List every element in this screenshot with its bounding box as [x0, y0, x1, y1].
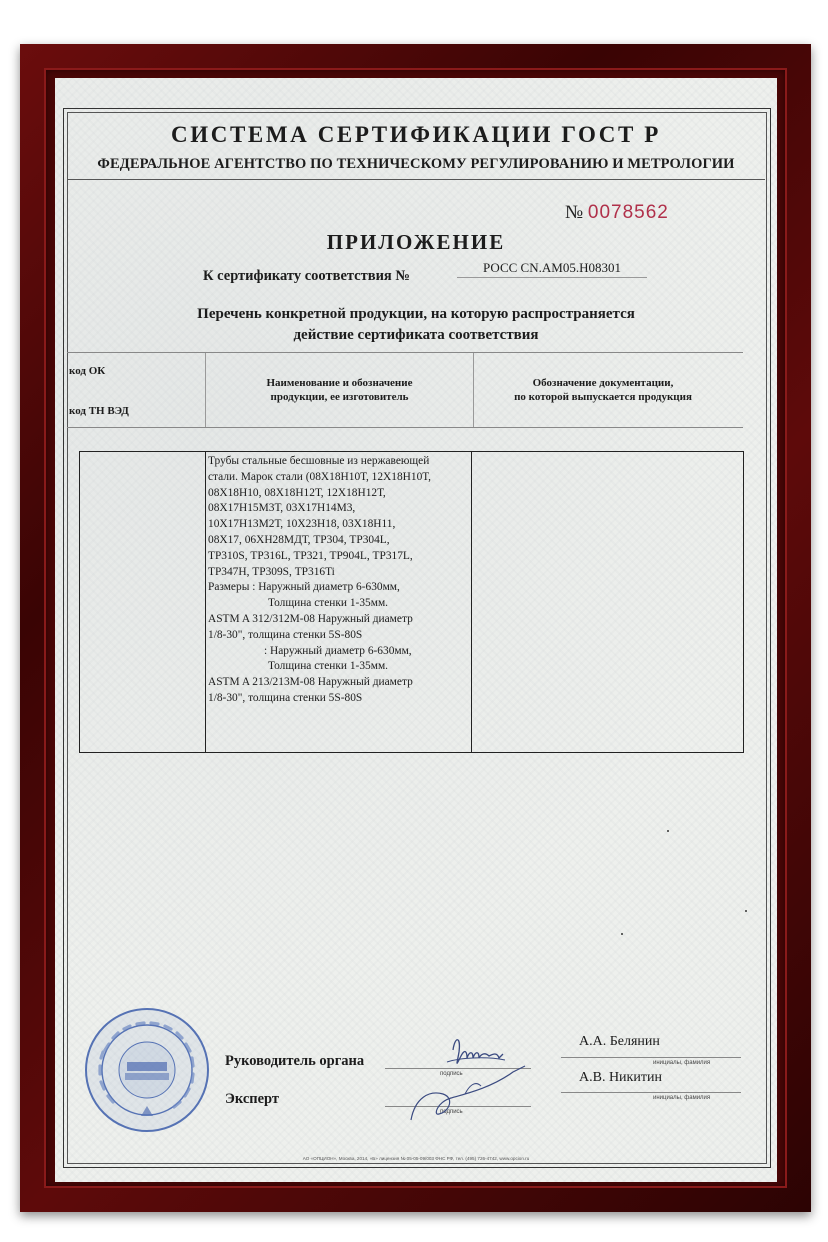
- product-line: ТР310S, ТР316L, ТР321, ТР904L, ТР317L,: [208, 549, 413, 562]
- code-tn-label: код ТН ВЭД: [69, 405, 129, 417]
- documentation-header: [474, 353, 732, 427]
- name-header-line-2: продукции, ее изготовитель: [270, 391, 409, 403]
- product-name-header: [206, 353, 474, 427]
- number-sign: №: [565, 202, 584, 223]
- product-line: 08Х17Н15М3Т, 03Х17Н14М3,: [208, 502, 356, 515]
- product-line: 08Х18Н10, 08Х18Н12Т, 12Х18Н12Т,: [208, 486, 386, 499]
- certificate-number: РОСС CN.АМ05.Н08301: [457, 260, 647, 278]
- head-name-line: [561, 1057, 741, 1058]
- product-line: 08Х17, 06ХН28МДТ, ТР304, ТР304L,: [208, 533, 390, 546]
- head-signature-caption: подпись: [440, 1071, 463, 1077]
- head-name: А.А. Белянин: [579, 1034, 660, 1049]
- product-table: [79, 451, 744, 753]
- intro-line-1: Перечень конкретной продукции, на которую распространяется: [197, 306, 635, 322]
- name-header-line-1: Наименование и обозначение: [266, 377, 413, 389]
- paper-speck: [745, 910, 747, 912]
- certificate-sheet: [55, 78, 777, 1182]
- product-line: Трубы стальные бесшовные из нержавеющей: [208, 455, 430, 467]
- product-line: ASTM A 213/213M-08 Наружный диаметр: [208, 676, 413, 689]
- table-header: [67, 352, 743, 428]
- printer-footer: АО «ОПЦИОН», Москва, 2014, «Б» лицензия № 05-05-09/003 ФНС РФ, тел. (495) 726-4742, www.opcion.ru: [302, 1156, 530, 1161]
- product-line: Толщина стенки 1-35мм.: [268, 660, 389, 673]
- certification-stamp: [83, 1006, 211, 1134]
- header-divider: [67, 179, 765, 180]
- head-of-body-label: Руководитель органа: [225, 1053, 365, 1069]
- doc-header-line-2: по которой выпускается продукция: [514, 391, 692, 403]
- code-header-cell: [67, 353, 206, 427]
- code-column: [80, 452, 206, 752]
- product-line: Размеры : Наружный диаметр 6-630мм,: [208, 581, 400, 594]
- expert-name: А.В. Никитин: [579, 1070, 662, 1085]
- product-line: ASTM A 312/312M-08 Наружный диаметр: [208, 612, 413, 625]
- intro-line-2: действие сертификата соответствия: [293, 327, 539, 343]
- paper-speck: [667, 830, 669, 832]
- expert-signature-caption: подпись: [440, 1109, 463, 1115]
- certificate-label: К сертификату соответствия №: [203, 268, 410, 284]
- product-line: 1/8-30", толщина стенки 5S-80S: [208, 628, 363, 641]
- product-line: стали. Марок стали (08Х18Н10Т, 12Х18Н10Т,: [208, 470, 431, 483]
- product-line: Толщина стенки 1-35мм.: [268, 597, 389, 610]
- agency-subtitle: ФЕДЕРАЛЬНОЕ АГЕНТСТВО ПО ТЕХНИЧЕСКОМУ РЕГУЛИРОВАНИЮ И МЕТРОЛОГИИ: [97, 156, 735, 172]
- product-line: ТР347Н, ТР309S, ТР316Ti: [208, 565, 335, 578]
- doc-header-line-1: Обозначение документации,: [532, 377, 674, 389]
- product-description: [208, 454, 470, 707]
- form-number-digits: 0078562: [587, 202, 669, 223]
- product-column: [205, 452, 472, 752]
- handwritten-signatures: [395, 1028, 545, 1123]
- head-initials-caption: инициалы, фамилия: [653, 1060, 711, 1066]
- code-ok-label: код ОК: [69, 365, 106, 377]
- product-line: 1/8-30", толщина стенки 5S-80S: [208, 691, 363, 704]
- form-number: [565, 202, 669, 224]
- expert-name-line: [561, 1092, 741, 1093]
- paper-speck: [621, 933, 623, 935]
- expert-initials-caption: инициалы, фамилия: [653, 1095, 711, 1101]
- product-line: 10Х17Н13М2Т, 10Х23Н18, 03Х18Н11,: [208, 518, 396, 531]
- intro-text: [55, 304, 777, 346]
- expert-label: Эксперт: [225, 1091, 280, 1107]
- appendix-heading: ПРИЛОЖЕНИЕ: [326, 230, 506, 254]
- system-title: СИСТЕМА СЕРТИФИКАЦИИ ГОСТ Р: [171, 122, 661, 147]
- product-line: : Наружный диаметр 6-630мм,: [264, 644, 412, 657]
